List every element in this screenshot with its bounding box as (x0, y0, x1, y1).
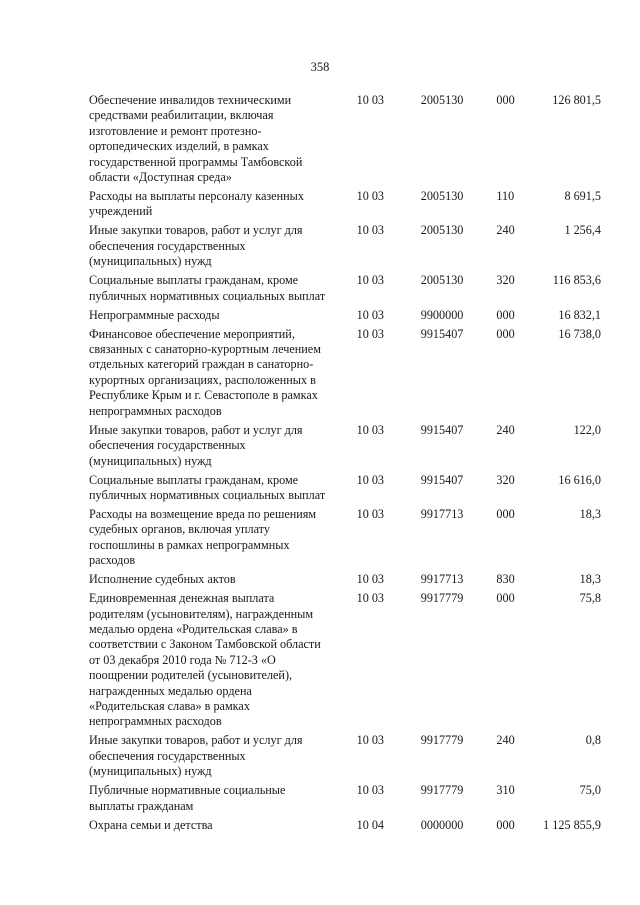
target-article-code: 9917713 (420, 572, 464, 587)
section-code: 10 03 (356, 591, 385, 606)
amount: 1 256,4 (564, 223, 601, 238)
expense-type-code: 000 (496, 93, 515, 107)
expense-description (89, 733, 353, 779)
expense-description (89, 308, 353, 323)
description-line: от 03 декабря 2010 года № 712-З «О (89, 652, 276, 667)
target-article-code: 9915407 (420, 422, 464, 437)
section-code: 10 03 (356, 326, 385, 341)
description-line: Расходы на выплаты персоналу казенных (89, 189, 304, 204)
description-line: соответствии с Законом Тамбовской области (89, 637, 321, 652)
expense-type-code: 110 (496, 189, 515, 204)
description-line: публичных нормативных социальных выплат (89, 487, 326, 502)
expense-type-code: 000 (496, 506, 515, 521)
description-line: Расходы на возмещение вреда по решениям (89, 506, 317, 521)
description-line: Иные закупки товаров, работ и услуг для (89, 223, 303, 238)
budget-table (89, 93, 601, 837)
amount: 18,3 (579, 506, 601, 521)
expense-description (89, 818, 353, 833)
table-row (89, 223, 601, 269)
description-line: Иные закупки товаров, работ и услуг для (89, 733, 303, 748)
table-row (89, 327, 601, 419)
table-row (89, 591, 601, 730)
target-article-code: 9917779 (420, 783, 464, 798)
description-line: ортопедических изделий, в рамках (89, 139, 269, 154)
description-line: Единовременная денежная выплата (89, 591, 275, 606)
description-line: учреждений (89, 204, 153, 219)
table-row (89, 783, 601, 814)
amount: 75,0 (579, 783, 601, 798)
description-line: Непрограммные расходы (89, 307, 220, 322)
target-article-code: 9915407 (420, 326, 464, 341)
expense-type-code: 240 (496, 422, 515, 437)
description-line: (муниципальных) нужд (89, 453, 212, 468)
target-article-code: 9900000 (420, 307, 464, 322)
expense-description (89, 783, 353, 814)
description-line: Публичные нормативные социальные (89, 783, 286, 798)
expense-type-code: 830 (496, 572, 515, 587)
description-line: отдельных категорий граждан в санаторно- (89, 357, 314, 372)
target-article-code: 9917713 (420, 506, 464, 521)
section-code: 10 03 (356, 189, 385, 204)
description-line: курортных организациях, расположенных в (89, 372, 316, 387)
description-line: непрограммных расходов (89, 714, 222, 729)
expense-description (89, 591, 353, 730)
table-row (89, 308, 601, 323)
amount: 0,8 (585, 733, 601, 748)
description-line: родителям (усыновителям), награжденным (89, 606, 314, 621)
description-line: «Родительская слава» в рамках (89, 698, 250, 713)
description-line: государственной программы Тамбовской (89, 154, 303, 169)
target-article-code: 2005130 (420, 273, 464, 288)
description-line: награжденных медалью ордена (89, 683, 252, 698)
section-code: 10 03 (356, 572, 385, 587)
amount: 18,3 (579, 572, 601, 587)
expense-description (89, 423, 353, 469)
description-line: выплаты гражданам (89, 798, 194, 813)
description-line: Финансовое обеспечение мероприятий, (89, 326, 295, 341)
description-line: связанных с санаторно-курортным лечением (89, 342, 321, 357)
target-article-code: 9915407 (420, 472, 464, 487)
amount: 16 738,0 (558, 326, 601, 341)
amount: 75,8 (579, 591, 601, 606)
table-row (89, 423, 601, 469)
target-article-code: 2005130 (420, 189, 464, 204)
expense-type-code: 000 (496, 817, 515, 832)
amount: 16 616,0 (558, 472, 601, 487)
amount: 126 801,5 (552, 93, 601, 107)
description-line: Республике Крым и г. Севастополе в рамках (89, 388, 318, 403)
target-article-code: 0000000 (420, 817, 464, 832)
expense-type-code: 320 (496, 472, 515, 487)
page-number: 358 (310, 60, 330, 74)
target-article-code: 2005130 (420, 93, 464, 107)
expense-type-code: 000 (496, 326, 515, 341)
table-row (89, 93, 601, 185)
target-article-code: 9917779 (420, 591, 464, 606)
description-line: обеспечения государственных (89, 438, 246, 453)
expense-type-code: 000 (496, 591, 515, 606)
description-line: средствами реабилитации, включая (89, 108, 274, 123)
description-line: обеспечения государственных (89, 238, 246, 253)
table-row (89, 818, 601, 833)
amount: 1 125 855,9 (543, 817, 601, 832)
target-article-code: 2005130 (420, 223, 464, 238)
section-code: 10 03 (356, 733, 385, 748)
amount: 16 832,1 (558, 307, 601, 322)
description-line: Социальные выплаты гражданам, кроме (89, 273, 299, 288)
expense-description (89, 223, 353, 269)
description-line: (муниципальных) нужд (89, 254, 212, 269)
expense-type-code: 310 (496, 783, 515, 798)
expense-type-code: 320 (496, 273, 515, 288)
section-code: 10 03 (356, 223, 385, 238)
section-code: 10 03 (356, 422, 385, 437)
table-row (89, 473, 601, 504)
description-line: Обеспечение инвалидов техническими (89, 93, 292, 107)
amount: 122,0 (573, 422, 601, 437)
expense-type-code: 240 (496, 223, 515, 238)
description-line: Исполнение судебных актов (89, 572, 236, 587)
expense-description (89, 507, 353, 569)
expense-description (89, 273, 353, 304)
expense-description (89, 473, 353, 504)
amount: 8 691,5 (564, 189, 601, 204)
description-line: обеспечения государственных (89, 748, 246, 763)
section-code: 10 03 (356, 783, 385, 798)
description-line: (муниципальных) нужд (89, 764, 212, 779)
description-line: Социальные выплаты гражданам, кроме (89, 472, 299, 487)
description-line: публичных нормативных социальных выплат (89, 288, 326, 303)
expense-type-code: 000 (496, 307, 515, 322)
table-row (89, 572, 601, 587)
description-line: непрограммных расходов (89, 403, 222, 418)
description-line: изготовление и ремонт протезно- (89, 123, 262, 138)
expense-description (89, 327, 353, 419)
expense-type-code: 240 (496, 733, 515, 748)
section-code: 10 03 (356, 93, 385, 107)
table-row (89, 507, 601, 569)
section-code: 10 03 (356, 307, 385, 322)
section-code: 10 03 (356, 273, 385, 288)
expense-description (89, 93, 353, 185)
section-code: 10 03 (356, 506, 385, 521)
description-line: судебных органов, включая уплату (89, 522, 270, 537)
description-line: госпошлины в рамках непрограммных (89, 537, 290, 552)
expense-description (89, 572, 353, 587)
table-row (89, 189, 601, 220)
description-line: Иные закупки товаров, работ и услуг для (89, 422, 303, 437)
target-article-code: 9917779 (420, 733, 464, 748)
description-line: медалью ордена «Родительская слава» в (89, 621, 298, 636)
description-line: поощрении родителей (усыновителей), (89, 668, 293, 683)
description-line: Охрана семьи и детства (89, 817, 213, 832)
expense-description (89, 189, 353, 220)
section-code: 10 03 (356, 472, 385, 487)
description-line: области «Доступная среда» (89, 170, 232, 185)
amount: 116 853,6 (552, 273, 601, 288)
table-row (89, 273, 601, 304)
description-line: расходов (89, 553, 136, 568)
section-code: 10 04 (356, 817, 385, 832)
table-row (89, 733, 601, 779)
